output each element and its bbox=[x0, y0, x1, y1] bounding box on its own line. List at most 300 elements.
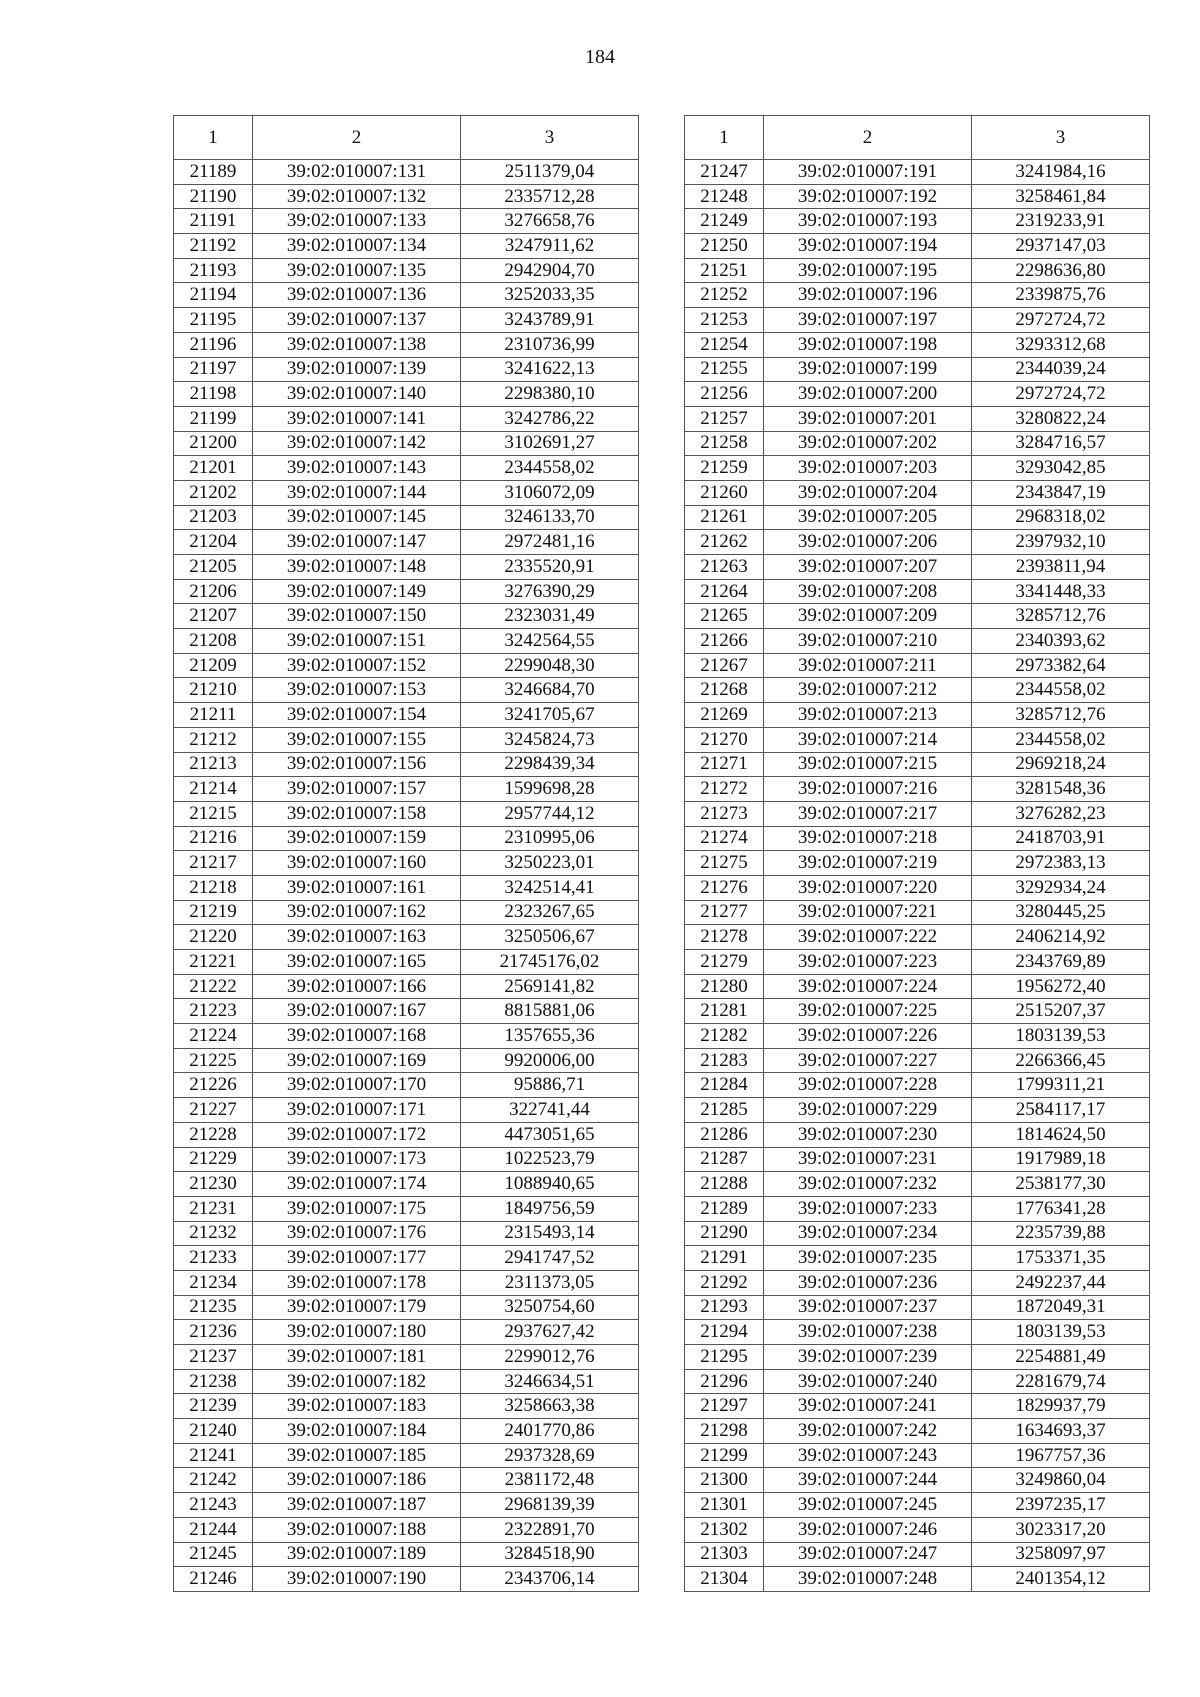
value-cell: 2340393,62 bbox=[972, 629, 1150, 654]
table-row bbox=[685, 900, 1150, 925]
value-cell: 2343847,19 bbox=[972, 480, 1150, 505]
row-number-cell: 21261 bbox=[685, 505, 764, 530]
cadastral-number-cell: 39:02:010007:153 bbox=[253, 678, 461, 703]
value-cell: 2335712,28 bbox=[461, 184, 639, 209]
table-row bbox=[174, 1048, 639, 1073]
value-cell: 2299048,30 bbox=[461, 653, 639, 678]
table-row bbox=[174, 332, 639, 357]
row-number-cell: 21252 bbox=[685, 283, 764, 308]
cadastral-number-cell: 39:02:010007:239 bbox=[764, 1345, 972, 1370]
table-row bbox=[685, 1419, 1150, 1444]
table-row bbox=[685, 727, 1150, 752]
cadastral-number-cell: 39:02:010007:138 bbox=[253, 332, 461, 357]
value-cell: 2298439,34 bbox=[461, 752, 639, 777]
cadastral-number-cell: 39:02:010007:148 bbox=[253, 555, 461, 580]
table-row bbox=[174, 1196, 639, 1221]
row-number-cell: 21196 bbox=[174, 332, 253, 357]
table-row bbox=[174, 950, 639, 975]
row-number-cell: 21222 bbox=[174, 974, 253, 999]
value-cell: 3284518,90 bbox=[461, 1542, 639, 1567]
value-cell: 3242564,55 bbox=[461, 629, 639, 654]
table-row bbox=[685, 431, 1150, 456]
row-number-cell: 21287 bbox=[685, 1147, 764, 1172]
table-row bbox=[685, 332, 1150, 357]
table-row bbox=[174, 1295, 639, 1320]
row-number-cell: 21259 bbox=[685, 456, 764, 481]
table-row bbox=[685, 653, 1150, 678]
cadastral-number-cell: 39:02:010007:204 bbox=[764, 480, 972, 505]
row-number-cell: 21217 bbox=[174, 851, 253, 876]
table-row bbox=[174, 1517, 639, 1542]
row-number-cell: 21221 bbox=[174, 950, 253, 975]
value-cell: 3285712,76 bbox=[972, 604, 1150, 629]
table-row bbox=[685, 1073, 1150, 1098]
value-cell: 1849756,59 bbox=[461, 1196, 639, 1221]
row-number-cell: 21277 bbox=[685, 900, 764, 925]
cadastral-number-cell: 39:02:010007:197 bbox=[764, 308, 972, 333]
table-row bbox=[685, 1493, 1150, 1518]
row-number-cell: 21304 bbox=[685, 1567, 764, 1592]
cadastral-number-cell: 39:02:010007:167 bbox=[253, 999, 461, 1024]
cadastral-number-cell: 39:02:010007:202 bbox=[764, 431, 972, 456]
row-number-cell: 21265 bbox=[685, 604, 764, 629]
table-row bbox=[685, 1517, 1150, 1542]
cadastral-number-cell: 39:02:010007:233 bbox=[764, 1196, 972, 1221]
table-row bbox=[685, 1122, 1150, 1147]
cadastral-number-cell: 39:02:010007:147 bbox=[253, 530, 461, 555]
cadastral-number-cell: 39:02:010007:213 bbox=[764, 703, 972, 728]
cadastral-number-cell: 39:02:010007:215 bbox=[764, 752, 972, 777]
row-number-cell: 21254 bbox=[685, 332, 764, 357]
value-cell: 2319233,91 bbox=[972, 209, 1150, 234]
row-number-cell: 21198 bbox=[174, 382, 253, 407]
value-cell: 3241705,67 bbox=[461, 703, 639, 728]
cadastral-number-cell: 39:02:010007:180 bbox=[253, 1320, 461, 1345]
cadastral-number-cell: 39:02:010007:222 bbox=[764, 925, 972, 950]
value-cell: 2299012,76 bbox=[461, 1345, 639, 1370]
row-number-cell: 21193 bbox=[174, 258, 253, 283]
value-cell: 8815881,06 bbox=[461, 999, 639, 1024]
value-cell: 1357655,36 bbox=[461, 1024, 639, 1049]
cadastral-number-cell: 39:02:010007:212 bbox=[764, 678, 972, 703]
row-number-cell: 21223 bbox=[174, 999, 253, 1024]
value-cell: 2969218,24 bbox=[972, 752, 1150, 777]
table-row bbox=[685, 382, 1150, 407]
cadastral-number-cell: 39:02:010007:229 bbox=[764, 1098, 972, 1123]
table-row bbox=[174, 1024, 639, 1049]
row-number-cell: 21201 bbox=[174, 456, 253, 481]
value-cell: 1967757,36 bbox=[972, 1443, 1150, 1468]
row-number-cell: 21295 bbox=[685, 1345, 764, 1370]
row-number-cell: 21243 bbox=[174, 1493, 253, 1518]
table-row bbox=[174, 1270, 639, 1295]
cadastral-number-cell: 39:02:010007:232 bbox=[764, 1172, 972, 1197]
row-number-cell: 21219 bbox=[174, 900, 253, 925]
value-cell: 3243789,91 bbox=[461, 308, 639, 333]
row-number-cell: 21199 bbox=[174, 406, 253, 431]
table-row bbox=[174, 1345, 639, 1370]
cadastral-number-cell: 39:02:010007:168 bbox=[253, 1024, 461, 1049]
value-cell: 3249860,04 bbox=[972, 1468, 1150, 1493]
row-number-cell: 21239 bbox=[174, 1394, 253, 1419]
row-number-cell: 21235 bbox=[174, 1295, 253, 1320]
cadastral-number-cell: 39:02:010007:240 bbox=[764, 1369, 972, 1394]
row-number-cell: 21225 bbox=[174, 1048, 253, 1073]
cadastral-number-cell: 39:02:010007:243 bbox=[764, 1443, 972, 1468]
table-row bbox=[174, 777, 639, 802]
value-cell: 2418703,91 bbox=[972, 826, 1150, 851]
value-cell: 2972383,13 bbox=[972, 851, 1150, 876]
cadastral-number-cell: 39:02:010007:173 bbox=[253, 1147, 461, 1172]
cadastral-number-cell: 39:02:010007:182 bbox=[253, 1369, 461, 1394]
table-row bbox=[174, 184, 639, 209]
value-cell: 2973382,64 bbox=[972, 653, 1150, 678]
row-number-cell: 21212 bbox=[174, 727, 253, 752]
table-row bbox=[685, 1196, 1150, 1221]
table-row bbox=[685, 826, 1150, 851]
value-cell: 2492237,44 bbox=[972, 1270, 1150, 1295]
row-number-cell: 21229 bbox=[174, 1147, 253, 1172]
table-row bbox=[174, 530, 639, 555]
row-number-cell: 21282 bbox=[685, 1024, 764, 1049]
value-cell: 2937627,42 bbox=[461, 1320, 639, 1345]
value-cell: 2343769,89 bbox=[972, 950, 1150, 975]
row-number-cell: 21264 bbox=[685, 579, 764, 604]
cadastral-number-cell: 39:02:010007:137 bbox=[253, 308, 461, 333]
value-cell: 1634693,37 bbox=[972, 1419, 1150, 1444]
value-cell: 1088940,65 bbox=[461, 1172, 639, 1197]
value-cell: 3106072,09 bbox=[461, 480, 639, 505]
value-cell: 3241622,13 bbox=[461, 357, 639, 382]
cadastral-number-cell: 39:02:010007:172 bbox=[253, 1122, 461, 1147]
table-row bbox=[685, 184, 1150, 209]
table-row bbox=[685, 1246, 1150, 1271]
cadastral-number-cell: 39:02:010007:145 bbox=[253, 505, 461, 530]
row-number-cell: 21266 bbox=[685, 629, 764, 654]
table-row bbox=[174, 1493, 639, 1518]
cadastral-number-cell: 39:02:010007:241 bbox=[764, 1394, 972, 1419]
value-cell: 2344039,24 bbox=[972, 357, 1150, 382]
table-row bbox=[685, 406, 1150, 431]
value-cell: 2511379,04 bbox=[461, 160, 639, 185]
value-cell: 2569141,82 bbox=[461, 974, 639, 999]
column-header-2: 2 bbox=[253, 116, 461, 160]
table-row bbox=[174, 579, 639, 604]
table-row bbox=[174, 406, 639, 431]
value-cell: 2310736,99 bbox=[461, 332, 639, 357]
row-number-cell: 21227 bbox=[174, 1098, 253, 1123]
value-cell: 2315493,14 bbox=[461, 1221, 639, 1246]
table-row bbox=[685, 1320, 1150, 1345]
row-number-cell: 21260 bbox=[685, 480, 764, 505]
row-number-cell: 21231 bbox=[174, 1196, 253, 1221]
row-number-cell: 21216 bbox=[174, 826, 253, 851]
table-row bbox=[685, 1567, 1150, 1592]
table-row bbox=[174, 209, 639, 234]
table-row bbox=[174, 999, 639, 1024]
cadastral-number-cell: 39:02:010007:193 bbox=[764, 209, 972, 234]
cadastral-number-cell: 39:02:010007:200 bbox=[764, 382, 972, 407]
cadastral-number-cell: 39:02:010007:207 bbox=[764, 555, 972, 580]
cadastral-number-cell: 39:02:010007:159 bbox=[253, 826, 461, 851]
table-row bbox=[685, 1369, 1150, 1394]
cadastral-number-cell: 39:02:010007:224 bbox=[764, 974, 972, 999]
table-row bbox=[685, 1345, 1150, 1370]
table-row bbox=[174, 1122, 639, 1147]
row-number-cell: 21207 bbox=[174, 604, 253, 629]
value-cell: 1753371,35 bbox=[972, 1246, 1150, 1271]
cadastral-number-cell: 39:02:010007:191 bbox=[764, 160, 972, 185]
value-cell: 2957744,12 bbox=[461, 801, 639, 826]
row-number-cell: 21283 bbox=[685, 1048, 764, 1073]
table-row bbox=[685, 1172, 1150, 1197]
row-number-cell: 21298 bbox=[685, 1419, 764, 1444]
row-number-cell: 21256 bbox=[685, 382, 764, 407]
value-cell: 3341448,33 bbox=[972, 579, 1150, 604]
cadastral-number-cell: 39:02:010007:198 bbox=[764, 332, 972, 357]
table-row bbox=[685, 1394, 1150, 1419]
table-row bbox=[685, 357, 1150, 382]
table-row bbox=[685, 1443, 1150, 1468]
row-number-cell: 21238 bbox=[174, 1369, 253, 1394]
cadastral-number-cell: 39:02:010007:162 bbox=[253, 900, 461, 925]
value-cell: 3252033,35 bbox=[461, 283, 639, 308]
row-number-cell: 21291 bbox=[685, 1246, 764, 1271]
value-cell: 3023317,20 bbox=[972, 1517, 1150, 1542]
table-row bbox=[685, 752, 1150, 777]
cadastral-number-cell: 39:02:010007:133 bbox=[253, 209, 461, 234]
column-header-1: 1 bbox=[174, 116, 253, 160]
table-row bbox=[685, 925, 1150, 950]
row-number-cell: 21258 bbox=[685, 431, 764, 456]
row-number-cell: 21303 bbox=[685, 1542, 764, 1567]
table-row bbox=[685, 555, 1150, 580]
cadastral-number-cell: 39:02:010007:210 bbox=[764, 629, 972, 654]
table-row bbox=[685, 160, 1150, 185]
value-cell: 2235739,88 bbox=[972, 1221, 1150, 1246]
value-cell: 3250223,01 bbox=[461, 851, 639, 876]
cadastral-number-cell: 39:02:010007:214 bbox=[764, 727, 972, 752]
row-number-cell: 21234 bbox=[174, 1270, 253, 1295]
value-cell: 3246133,70 bbox=[461, 505, 639, 530]
table-row bbox=[174, 1221, 639, 1246]
row-number-cell: 21255 bbox=[685, 357, 764, 382]
cadastral-number-cell: 39:02:010007:165 bbox=[253, 950, 461, 975]
cadastral-number-cell: 39:02:010007:231 bbox=[764, 1147, 972, 1172]
row-number-cell: 21249 bbox=[685, 209, 764, 234]
row-number-cell: 21250 bbox=[685, 234, 764, 259]
value-cell: 3292934,24 bbox=[972, 875, 1150, 900]
table-row bbox=[174, 629, 639, 654]
row-number-cell: 21247 bbox=[685, 160, 764, 185]
value-cell: 2310995,06 bbox=[461, 826, 639, 851]
cadastral-number-cell: 39:02:010007:142 bbox=[253, 431, 461, 456]
page-number: 184 bbox=[585, 46, 615, 68]
row-number-cell: 21202 bbox=[174, 480, 253, 505]
cadastral-number-cell: 39:02:010007:181 bbox=[253, 1345, 461, 1370]
value-cell: 2323031,49 bbox=[461, 604, 639, 629]
table-row bbox=[174, 653, 639, 678]
cadastral-number-cell: 39:02:010007:217 bbox=[764, 801, 972, 826]
column-header-3: 3 bbox=[461, 116, 639, 160]
value-cell: 3250506,67 bbox=[461, 925, 639, 950]
cadastral-number-cell: 39:02:010007:169 bbox=[253, 1048, 461, 1073]
cadastral-number-cell: 39:02:010007:152 bbox=[253, 653, 461, 678]
cadastral-number-cell: 39:02:010007:150 bbox=[253, 604, 461, 629]
table-header-row bbox=[174, 116, 639, 160]
row-number-cell: 21203 bbox=[174, 505, 253, 530]
table-row bbox=[174, 1567, 639, 1592]
row-number-cell: 21267 bbox=[685, 653, 764, 678]
table-row bbox=[174, 900, 639, 925]
value-cell: 1799311,21 bbox=[972, 1073, 1150, 1098]
right-table-body bbox=[685, 160, 1150, 1592]
row-number-cell: 21289 bbox=[685, 1196, 764, 1221]
cadastral-number-cell: 39:02:010007:141 bbox=[253, 406, 461, 431]
row-number-cell: 21194 bbox=[174, 283, 253, 308]
row-number-cell: 21274 bbox=[685, 826, 764, 851]
cadastral-number-cell: 39:02:010007:158 bbox=[253, 801, 461, 826]
row-number-cell: 21293 bbox=[685, 1295, 764, 1320]
table-row bbox=[174, 505, 639, 530]
table-row bbox=[174, 308, 639, 333]
cadastral-number-cell: 39:02:010007:161 bbox=[253, 875, 461, 900]
value-cell: 2972724,72 bbox=[972, 308, 1150, 333]
value-cell: 3258097,97 bbox=[972, 1542, 1150, 1567]
column-header-3: 3 bbox=[972, 116, 1150, 160]
cadastral-number-cell: 39:02:010007:186 bbox=[253, 1468, 461, 1493]
value-cell: 2584117,17 bbox=[972, 1098, 1150, 1123]
cadastral-number-cell: 39:02:010007:206 bbox=[764, 530, 972, 555]
value-cell: 3284716,57 bbox=[972, 431, 1150, 456]
value-cell: 2937328,69 bbox=[461, 1443, 639, 1468]
cadastral-number-cell: 39:02:010007:216 bbox=[764, 777, 972, 802]
table-row bbox=[174, 678, 639, 703]
value-cell: 1956272,40 bbox=[972, 974, 1150, 999]
row-number-cell: 21230 bbox=[174, 1172, 253, 1197]
row-number-cell: 21191 bbox=[174, 209, 253, 234]
value-cell: 2515207,37 bbox=[972, 999, 1150, 1024]
row-number-cell: 21192 bbox=[174, 234, 253, 259]
cadastral-number-cell: 39:02:010007:188 bbox=[253, 1517, 461, 1542]
row-number-cell: 21204 bbox=[174, 530, 253, 555]
value-cell: 1803139,53 bbox=[972, 1024, 1150, 1049]
row-number-cell: 21241 bbox=[174, 1443, 253, 1468]
value-cell: 3246634,51 bbox=[461, 1369, 639, 1394]
table-row bbox=[174, 604, 639, 629]
row-number-cell: 21301 bbox=[685, 1493, 764, 1518]
table-row bbox=[174, 160, 639, 185]
row-number-cell: 21281 bbox=[685, 999, 764, 1024]
value-cell: 2538177,30 bbox=[972, 1172, 1150, 1197]
row-number-cell: 21214 bbox=[174, 777, 253, 802]
row-number-cell: 21190 bbox=[174, 184, 253, 209]
value-cell: 2339875,76 bbox=[972, 283, 1150, 308]
value-cell: 2397235,17 bbox=[972, 1493, 1150, 1518]
value-cell: 1814624,50 bbox=[972, 1122, 1150, 1147]
value-cell: 3285712,76 bbox=[972, 703, 1150, 728]
value-cell: 3280822,24 bbox=[972, 406, 1150, 431]
cadastral-number-cell: 39:02:010007:228 bbox=[764, 1073, 972, 1098]
table-row bbox=[685, 1098, 1150, 1123]
value-cell: 2401354,12 bbox=[972, 1567, 1150, 1592]
row-number-cell: 21189 bbox=[174, 160, 253, 185]
row-number-cell: 21213 bbox=[174, 752, 253, 777]
table-row bbox=[174, 1419, 639, 1444]
row-number-cell: 21251 bbox=[685, 258, 764, 283]
row-number-cell: 21257 bbox=[685, 406, 764, 431]
cadastral-number-cell: 39:02:010007:184 bbox=[253, 1419, 461, 1444]
row-number-cell: 21299 bbox=[685, 1443, 764, 1468]
value-cell: 2972724,72 bbox=[972, 382, 1150, 407]
cadastral-number-cell: 39:02:010007:236 bbox=[764, 1270, 972, 1295]
value-cell: 2322891,70 bbox=[461, 1517, 639, 1542]
value-cell: 3247911,62 bbox=[461, 234, 639, 259]
value-cell: 3250754,60 bbox=[461, 1295, 639, 1320]
table-row bbox=[685, 579, 1150, 604]
table-row bbox=[174, 1369, 639, 1394]
row-number-cell: 21292 bbox=[685, 1270, 764, 1295]
value-cell: 3281548,36 bbox=[972, 777, 1150, 802]
row-number-cell: 21211 bbox=[174, 703, 253, 728]
row-number-cell: 21284 bbox=[685, 1073, 764, 1098]
cadastral-number-cell: 39:02:010007:211 bbox=[764, 653, 972, 678]
table-row bbox=[685, 1024, 1150, 1049]
row-number-cell: 21195 bbox=[174, 308, 253, 333]
row-number-cell: 21296 bbox=[685, 1369, 764, 1394]
row-number-cell: 21273 bbox=[685, 801, 764, 826]
cadastral-number-cell: 39:02:010007:209 bbox=[764, 604, 972, 629]
right-table bbox=[684, 115, 1150, 1592]
table-row bbox=[685, 308, 1150, 333]
table-row bbox=[174, 382, 639, 407]
table-row bbox=[685, 505, 1150, 530]
table-row bbox=[174, 1542, 639, 1567]
cadastral-number-cell: 39:02:010007:178 bbox=[253, 1270, 461, 1295]
value-cell: 2401770,86 bbox=[461, 1419, 639, 1444]
table-row bbox=[174, 480, 639, 505]
row-number-cell: 21215 bbox=[174, 801, 253, 826]
cadastral-number-cell: 39:02:010007:248 bbox=[764, 1567, 972, 1592]
row-number-cell: 21197 bbox=[174, 357, 253, 382]
value-cell: 21745176,02 bbox=[461, 950, 639, 975]
value-cell: 3276658,76 bbox=[461, 209, 639, 234]
cadastral-number-cell: 39:02:010007:223 bbox=[764, 950, 972, 975]
row-number-cell: 21248 bbox=[685, 184, 764, 209]
table-header-row bbox=[685, 116, 1150, 160]
cadastral-number-cell: 39:02:010007:220 bbox=[764, 875, 972, 900]
value-cell: 3258663,38 bbox=[461, 1394, 639, 1419]
left-table bbox=[173, 115, 639, 1592]
table-row bbox=[685, 678, 1150, 703]
value-cell: 3242514,41 bbox=[461, 875, 639, 900]
cadastral-number-cell: 39:02:010007:208 bbox=[764, 579, 972, 604]
cadastral-number-cell: 39:02:010007:237 bbox=[764, 1295, 972, 1320]
row-number-cell: 21275 bbox=[685, 851, 764, 876]
row-number-cell: 21270 bbox=[685, 727, 764, 752]
table-row bbox=[174, 1098, 639, 1123]
cadastral-number-cell: 39:02:010007:149 bbox=[253, 579, 461, 604]
value-cell: 3276282,23 bbox=[972, 801, 1150, 826]
table-row bbox=[685, 283, 1150, 308]
value-cell: 2311373,05 bbox=[461, 1270, 639, 1295]
table-row bbox=[174, 1172, 639, 1197]
cadastral-number-cell: 39:02:010007:205 bbox=[764, 505, 972, 530]
cadastral-number-cell: 39:02:010007:174 bbox=[253, 1172, 461, 1197]
cadastral-number-cell: 39:02:010007:176 bbox=[253, 1221, 461, 1246]
value-cell: 1803139,53 bbox=[972, 1320, 1150, 1345]
cadastral-number-cell: 39:02:010007:246 bbox=[764, 1517, 972, 1542]
